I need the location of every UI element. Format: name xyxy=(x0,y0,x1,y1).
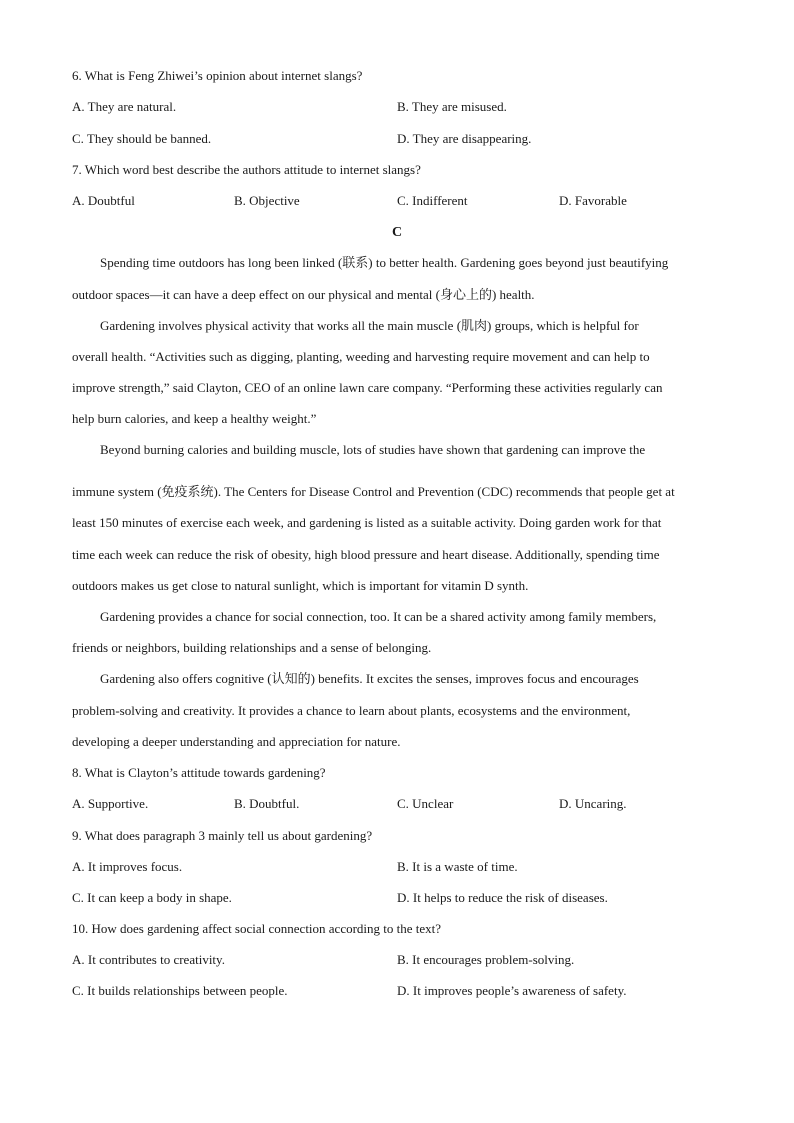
question-8-option-b: B. Doubtful. xyxy=(234,796,300,811)
passage-line: least 150 minutes of exercise each week, and gardening is listed as a suitable activity. Doing garden work for that xyxy=(72,515,662,530)
question-6-option-c: C. They should be banned. xyxy=(72,131,212,146)
question-9-stem: 9. What does paragraph 3 mainly tell us about gardening? xyxy=(72,828,373,843)
question-7-option-a: A. Doubtful xyxy=(72,193,135,208)
passage-line: problem-solving and creativity. It provides a chance to learn about plants, ecosystems and the environment, xyxy=(72,703,631,718)
question-6-stem: 6. What is Feng Zhiwei’s opinion about internet slangs? xyxy=(72,68,363,83)
question-8-option-a: A. Supportive. xyxy=(72,796,149,811)
question-9-option-b: B. It is a waste of time. xyxy=(397,859,518,874)
question-7-option-b: B. Objective xyxy=(234,193,300,208)
question-8-option-c: C. Unclear xyxy=(397,796,454,811)
passage-line: outdoor spaces—it can have a deep effect on our physical and mental (身心上的) health. xyxy=(72,287,535,302)
section-title: C xyxy=(391,225,403,240)
question-9-option-c: C. It can keep a body in shape. xyxy=(72,890,232,905)
question-6-option-a: A. They are natural. xyxy=(72,99,177,114)
passage-line: immune system (免疫系统). The Centers for Disease Control and Prevention (CDC) recommends that people get at xyxy=(72,484,675,499)
question-8-stem: 8. What is Clayton’s attitude towards gardening? xyxy=(72,765,326,780)
passage-line: developing a deeper understanding and appreciation for nature. xyxy=(72,734,401,749)
passage-line: Gardening also offers cognitive (认知的) benefits. It excites the senses, improves focus and encourages xyxy=(100,671,639,686)
passage-line: help burn calories, and keep a healthy weight.” xyxy=(72,411,317,426)
question-10-option-d: D. It improves people’s awareness of safety. xyxy=(397,983,627,998)
passage-line: Beyond burning calories and building muscle, lots of studies have shown that gardening can improve the xyxy=(100,442,646,457)
question-8-option-d: D. Uncaring. xyxy=(559,796,627,811)
question-7-option-c: C. Indifferent xyxy=(397,193,468,208)
passage-line: Spending time outdoors has long been linked (联系) to better health. Gardening goes beyond just beautifying xyxy=(100,255,669,270)
passage-line: overall health. “Activities such as digging, planting, weeding and harvesting require movement and can help to xyxy=(72,349,650,364)
question-9-option-a: A. It improves focus. xyxy=(72,859,183,874)
passage-line: Gardening involves physical activity that works all the main muscle (肌肉) groups, which is helpful for xyxy=(100,318,639,333)
passage-line: friends or neighbors, building relationships and a sense of belonging. xyxy=(72,640,432,655)
question-10-option-c: C. It builds relationships between people. xyxy=(72,983,288,998)
question-10-option-a: A. It contributes to creativity. xyxy=(72,952,225,967)
question-9-option-d: D. It helps to reduce the risk of diseases. xyxy=(397,890,608,905)
passage-line: time each week can reduce the risk of obesity, high blood pressure and heart disease. Additionally, spending time xyxy=(72,547,660,562)
question-6-option-d: D. They are disappearing. xyxy=(397,131,532,146)
question-6-option-b: B. They are misused. xyxy=(397,99,507,114)
question-10-stem: 10. How does gardening affect social connection according to the text? xyxy=(72,921,442,936)
passage-line: improve strength,” said Clayton, CEO of an online lawn care company. “Performing these activities regularly can xyxy=(72,380,663,395)
question-7-option-d: D. Favorable xyxy=(559,193,627,208)
question-7-stem: 7. Which word best describe the authors attitude to internet slangs? xyxy=(72,162,421,177)
passage-line: Gardening provides a chance for social connection, too. It can be a shared activity among family members, xyxy=(100,609,657,624)
question-10-option-b: B. It encourages problem-solving. xyxy=(397,952,575,967)
passage-line: outdoors makes us get close to natural sunlight, which is important for vitamin D synth. xyxy=(72,578,529,593)
